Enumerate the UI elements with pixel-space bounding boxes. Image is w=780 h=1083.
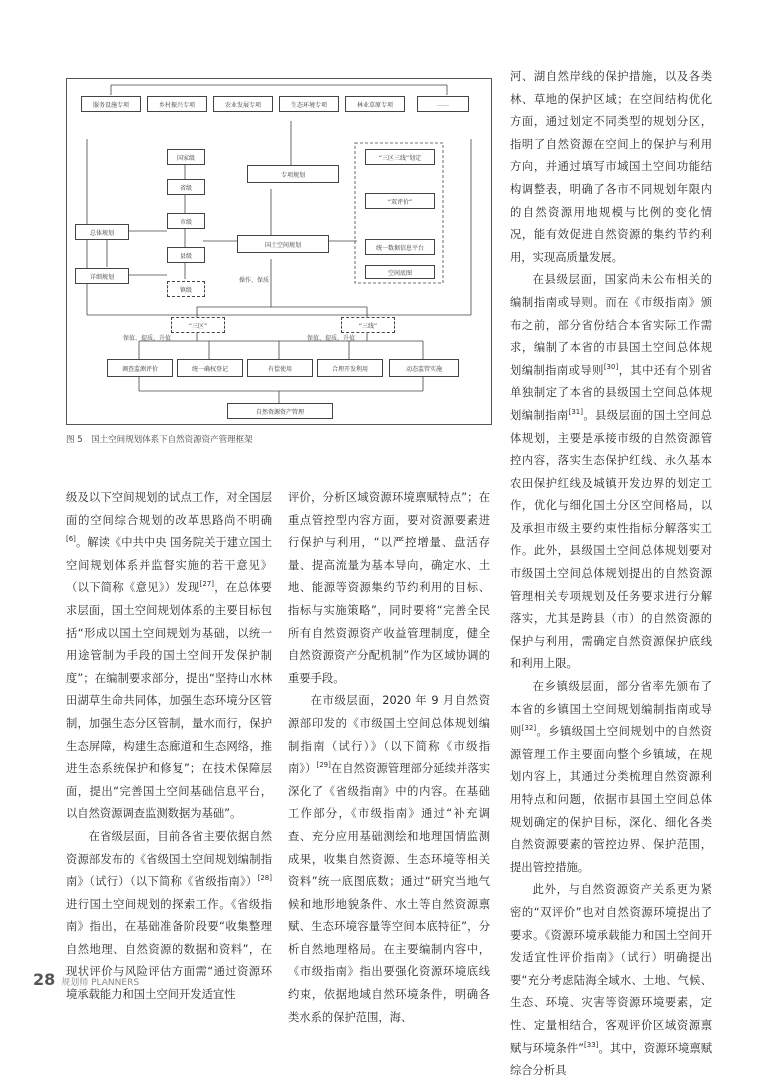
box-three-zones: “三区”: [171, 317, 225, 333]
box-level-province: 省级: [167, 179, 205, 195]
box-rural-revitalization: 乡村振兴专项: [147, 96, 207, 112]
col3-paragraph-0: 河、湖自然岸线的保护措施，以及各类林、草地的保护区域；在空间结构优化方面，通过划定不同类型的规划分区，指明了自然资源在空间上的保护与利用方向，并通过填写市域国土空间功能结构调整表，明确了各市不同规划年限内的自然资源用地规模与比例的变化情况，能有效促进自然资源的集约节约利用，实现高质量发展。: [510, 70, 712, 264]
box-special-plan: 专项规划: [247, 165, 339, 183]
box-survey-monitoring: 调查监测评价: [107, 359, 173, 377]
col3-paragraph-3: 此外，与自然资源资产关系更为紧密的“双评价”也对自然资源环境提出了要求。《资源环境承载能力和国土空间开发适宜性评价指南》（试行）明确提出要“充分考虑陆海全域水、土地、气候、生态、环境、灾害等资源环境要素，定性、定量相结合，客观评价区域资源禀赋与环境条件”[33]。其中，资源环境禀赋综合分析具: [510, 883, 712, 1078]
col2-paragraph-2: 在市级层面，2020 年 9 月自然资源部印发的《市级国土空间总体规划编制指南（试行）》（以下简称《市级指南》）[29]在自然资源管理部分延续并落实深化了《省级指南》中的内容。在基础工作部分，《市级指南》通过“补充调查、充分应用基础测绘和地理国情监测成果，收集自然资源、生态环境等相关资料”统一底图底数；通过“研究当地气候和地形地貌条件、水土等自然资源禀赋、生态环境容量等空间本底特征”，分析自然地理格局。在主要编制内容中，《市级指南》指出要强化资源环境底线约束，依据地域自然环境条件，明确各类水系的保护范围，海、: [288, 694, 490, 1024]
box-level-town: 镇级: [167, 281, 205, 297]
box-double-evaluation: “双评价”: [365, 193, 435, 209]
box-detailed-plan: 详细规划: [75, 268, 129, 284]
box-development: 合理开发利用: [317, 359, 383, 377]
box-asset-management: 自然资源资产管理: [227, 403, 333, 419]
box-three-lines: “三线”: [341, 317, 395, 333]
column-2: [288, 487, 490, 1029]
box-territorial-plan: 国土空间规划: [237, 235, 329, 253]
box-master-plan: 总体规划: [75, 224, 129, 240]
box-dynamic-supervision: 动态监管实施: [389, 359, 459, 377]
page-footer: [33, 970, 139, 989]
column-1: [66, 487, 272, 1007]
box-three-zones-lines: “三区三线”划定: [365, 149, 435, 165]
box-agriculture: 农业发展专项: [213, 96, 273, 112]
col1-paragraph-2: 在省级层面，目前各省主要依据自然资源部发布的《省级国土空间规划编制指南》（试行）（以下简称《省级指南》）[28]进行国土空间规划的探索工作。《省级指南》指出，在基础准备阶段要“收集整理自然地理、自然资源的数据和资料”，在现状评价与风险评估方面需“通过资源环境承载能力和国土空间开发适宜性: [66, 829, 272, 1002]
figure-caption: 图 5 国土空间规划体系下自然资源资产管理框架: [66, 435, 253, 445]
box-level-county: 县级: [167, 247, 205, 263]
box-level-national: 国家级: [167, 149, 205, 165]
col3-paragraph-1: 在县级层面，国家尚未公布相关的编制指南或导则。而在《市级指南》颁布之前，部分省份结合本省实际工作需求，编制了本省的市县国土空间总体规划编制指南或导则[30]，其中还有个别省单独制定了本省的县级国土空间总体规划编制指南[31]。县级层面的国土空间总体规划，主要是承接市级的自然资源管控内容，落实生态保护红线、永久基本农田保护红线及城镇开发边界的划定工作，优化与细化国土分区空间格局，以及承担市级主要约束性指标分解落实工作。此外，县级国土空间总体规划要对市级国土空间总体规划提出的自然资源管理相关专项规划及任务要求进行分解落实，尤其是跨县（市）的自然资源的保护与利用，需确定自然资源保护底线和利用上限。: [510, 273, 712, 671]
framework-diagram: [66, 78, 492, 425]
column-3: [510, 66, 712, 1083]
box-spatial-basemap: 空间底图: [365, 265, 435, 279]
col1-paragraph-1: 级及以下空间规划的试点工作，对全国层面的空间综合规划的改革思路尚不明确[6]。解读《中共中央 国务院关于建立国土空间规划体系并监督实施的若干意见》（以下简称《意见》）发现[27]，在总体要求层面，国土空间规划体系的主要目标包括“形成以国土空间规划为基础，以统一用途管制为手段的国土空间开发保护制度”；在编制要求部分，提出“坚持山水林田湖草生命共同体，加强生态环境分区管制，加强生态分区管制，量水而行，保护生态屏障，构建生态廊道和生态网络，推进生态系统保护和修复”；在技术保障层面，提出“完善国土空间基础信息平台，以自然资源调查监测数据为基础”。: [66, 491, 272, 821]
box-service-facilities: 服务设施专项: [81, 96, 141, 112]
box-paid-use: 有偿使用: [247, 359, 313, 377]
journal-name: 规划师 PLANNERS: [61, 978, 140, 988]
box-forestry: 林业草原专项: [345, 96, 405, 112]
box-level-city: 市级: [167, 213, 205, 229]
box-etc: ……: [417, 96, 469, 112]
label-value-left: 保值、提质、升值: [123, 335, 172, 342]
box-registration: 统一确权登记: [177, 359, 243, 377]
page-number: 28: [33, 970, 56, 989]
box-data-platform: 统一数据信息平台: [365, 239, 435, 255]
label-operation: 操作、保质: [239, 277, 270, 284]
box-ecology: 生态环境专项: [279, 96, 339, 112]
label-value-right: 保值、提质、升值: [307, 335, 356, 342]
col3-paragraph-2: 在乡镇级层面，部分省率先颁布了本省的乡镇国土空间规划编制指南或导则[32]。乡镇级国土空间规划中的自然资源管理工作主要面向整个乡镇域，在规划内容上，其通过分类梳理自然资源利用特点和问题，依据市县国土空间总体规划确定的保护目标，深化、细化各类自然资源要素的管控边界、保护范围，提出管控措施。: [510, 680, 712, 874]
col2-paragraph-1: 评价，分析区域资源环境禀赋特点”；在重点管控型内容方面，要对资源要素进行保护与利用，“以严控增量、盘活存量、提高流量为基本导向，确定水、土地、能源等资源集约节约利用的目标、指标与实施策略”，同时要将“完善全民所有自然资源资产收益管理制度，健全自然资源资产分配机制”作为区域协调的重要手段。: [288, 491, 490, 685]
